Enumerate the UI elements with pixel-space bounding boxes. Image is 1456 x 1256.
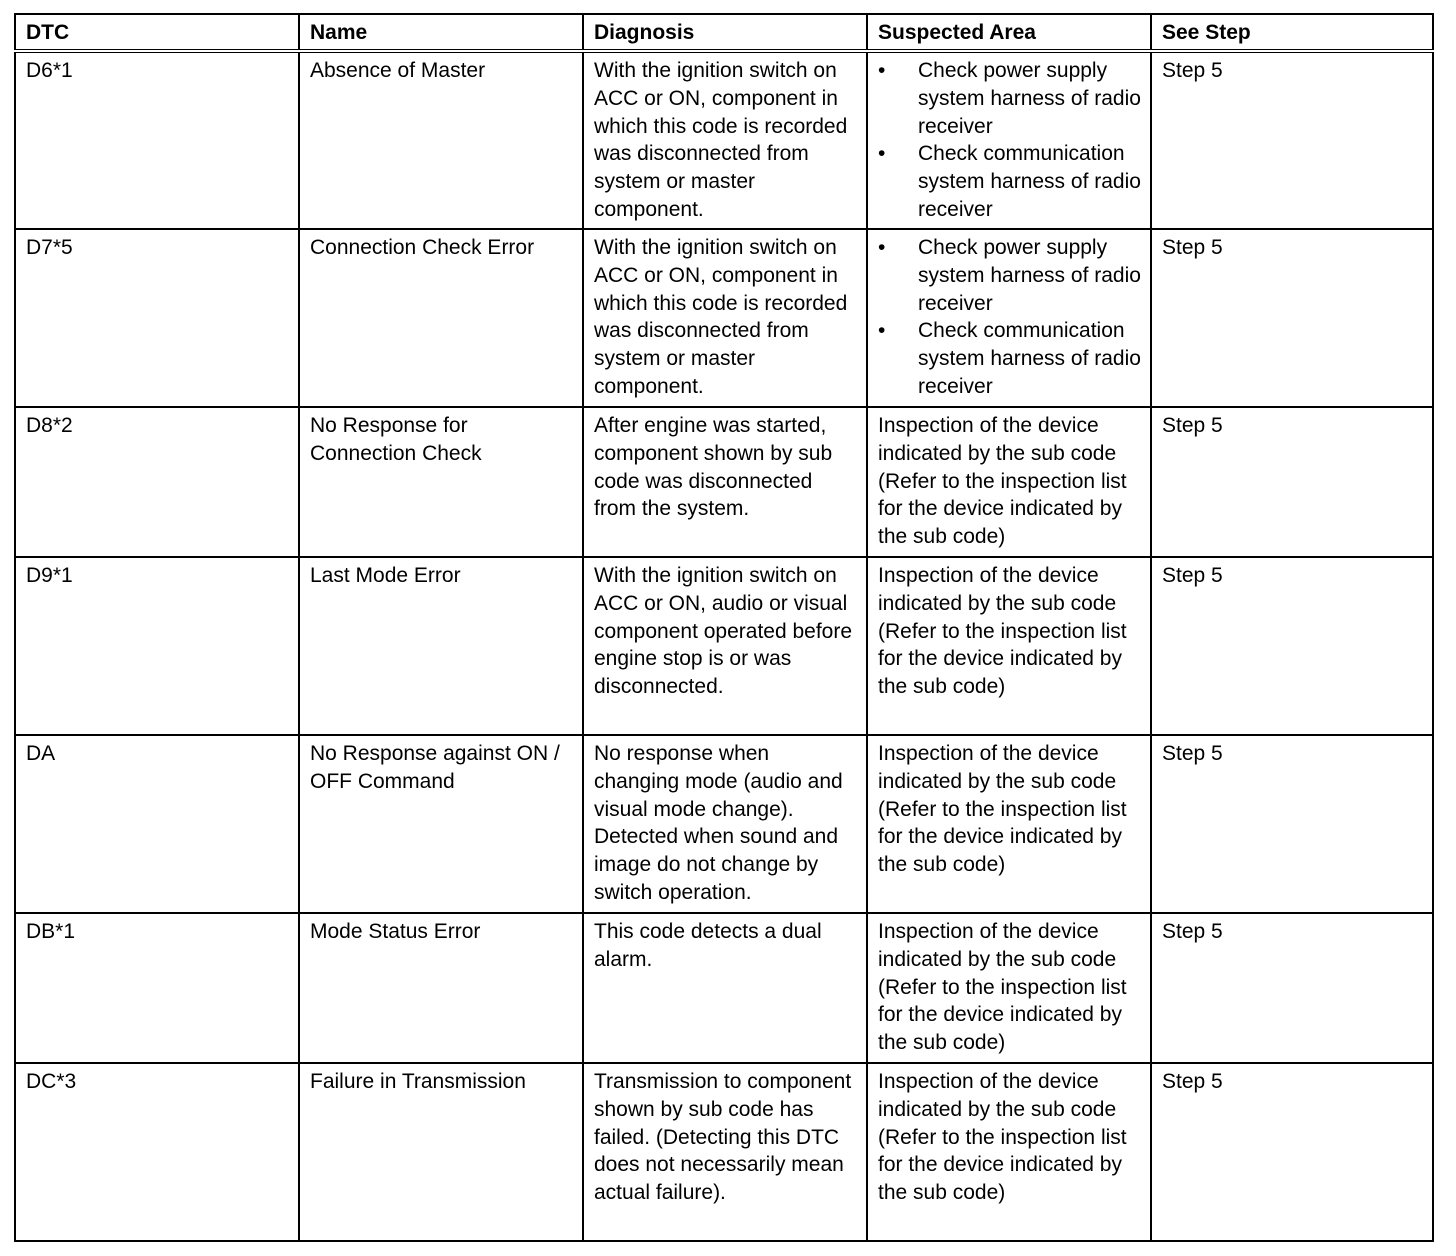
table-row	[15, 51, 1433, 229]
cell-see-step: Step 5	[1151, 407, 1433, 557]
cell-diagnosis: Transmission to component shown by sub code has failed. (Detecting this DTC does not necessarily mean actual failure).	[583, 1063, 867, 1241]
suspected-area-list	[878, 234, 1142, 401]
cell-diagnosis: With the ignition switch on ACC or ON, component in which this code is recorded was disconnected from system or master component.	[583, 229, 867, 407]
cell-name: Absence of Master	[299, 51, 583, 229]
cell-diagnosis: With the ignition switch on ACC or ON, audio or visual component operated before engine stop is or was disconnected.	[583, 557, 867, 735]
bullet-icon: •	[878, 142, 886, 166]
header-row	[15, 14, 1433, 51]
cell-suspected-area	[867, 51, 1151, 229]
cell-diagnosis: After engine was started, component shown by sub code was disconnected from the system.	[583, 407, 867, 557]
cell-see-step: Step 5	[1151, 1063, 1433, 1241]
header-diagnosis: Diagnosis	[583, 14, 867, 51]
header-dtc: DTC	[15, 14, 299, 51]
cell-suspected-area: Inspection of the device indicated by the sub code (Refer to the inspection list for the device indicated by the sub code)	[867, 735, 1151, 913]
table-row	[15, 229, 1433, 407]
cell-name: Mode Status Error	[299, 913, 583, 1063]
cell-dtc: DA	[15, 735, 299, 913]
list-item	[878, 317, 1142, 400]
list-item-text: Check communication system harness of radio receiver	[918, 319, 1141, 398]
list-item-text: Check power supply system harness of radio receiver	[918, 236, 1141, 315]
cell-diagnosis: With the ignition switch on ACC or ON, component in which this code is recorded was disconnected from system or master component.	[583, 51, 867, 229]
bullet-icon: •	[878, 236, 886, 259]
cell-dtc: D7*5	[15, 229, 299, 407]
cell-suspected-area	[867, 229, 1151, 407]
cell-dtc: DB*1	[15, 913, 299, 1063]
cell-suspected-area: Inspection of the device indicated by the sub code (Refer to the inspection list for the device indicated by the sub code)	[867, 407, 1151, 557]
cell-name: No Response against ON / OFF Command	[299, 735, 583, 913]
cell-suspected-area: Inspection of the device indicated by the sub code (Refer to the inspection list for the device indicated by the sub code)	[867, 1063, 1151, 1241]
cell-dtc: D8*2	[15, 407, 299, 557]
cell-name: No Response for Connection Check	[299, 407, 583, 557]
header-name: Name	[299, 14, 583, 51]
table-body	[15, 51, 1433, 1241]
table-row	[15, 735, 1433, 913]
table-header	[15, 14, 1433, 51]
cell-see-step: Step 5	[1151, 913, 1433, 1063]
cell-see-step: Step 5	[1151, 229, 1433, 407]
suspected-area-list	[878, 57, 1142, 224]
list-item-text: Check power supply system harness of radio receiver	[918, 59, 1141, 138]
cell-diagnosis: No response when changing mode (audio and visual mode change). Detected when sound and image do not change by switch operation.	[583, 735, 867, 913]
table-row	[15, 913, 1433, 1063]
cell-name: Last Mode Error	[299, 557, 583, 735]
header-suspected-area: Suspected Area	[867, 14, 1151, 51]
list-item	[878, 57, 1142, 140]
cell-diagnosis: This code detects a dual alarm.	[583, 913, 867, 1063]
table-row	[15, 1063, 1433, 1241]
cell-see-step: Step 5	[1151, 557, 1433, 735]
cell-name: Failure in Transmission	[299, 1063, 583, 1241]
list-item	[878, 140, 1142, 223]
table-row	[15, 557, 1433, 735]
bullet-icon: •	[878, 59, 886, 82]
table-row	[15, 407, 1433, 557]
cell-suspected-area: Inspection of the device indicated by the sub code (Refer to the inspection list for the device indicated by the sub code)	[867, 913, 1151, 1063]
cell-see-step: Step 5	[1151, 51, 1433, 229]
list-item	[878, 234, 1142, 317]
cell-dtc: D6*1	[15, 51, 299, 229]
bullet-icon: •	[878, 319, 886, 343]
cell-suspected-area: Inspection of the device indicated by the sub code (Refer to the inspection list for the device indicated by the sub code)	[867, 557, 1151, 735]
dtc-table	[14, 13, 1434, 1242]
cell-name: Connection Check Error	[299, 229, 583, 407]
cell-dtc: DC*3	[15, 1063, 299, 1241]
header-see-step: See Step	[1151, 14, 1433, 51]
cell-see-step: Step 5	[1151, 735, 1433, 913]
cell-dtc: D9*1	[15, 557, 299, 735]
list-item-text: Check communication system harness of radio receiver	[918, 142, 1141, 221]
